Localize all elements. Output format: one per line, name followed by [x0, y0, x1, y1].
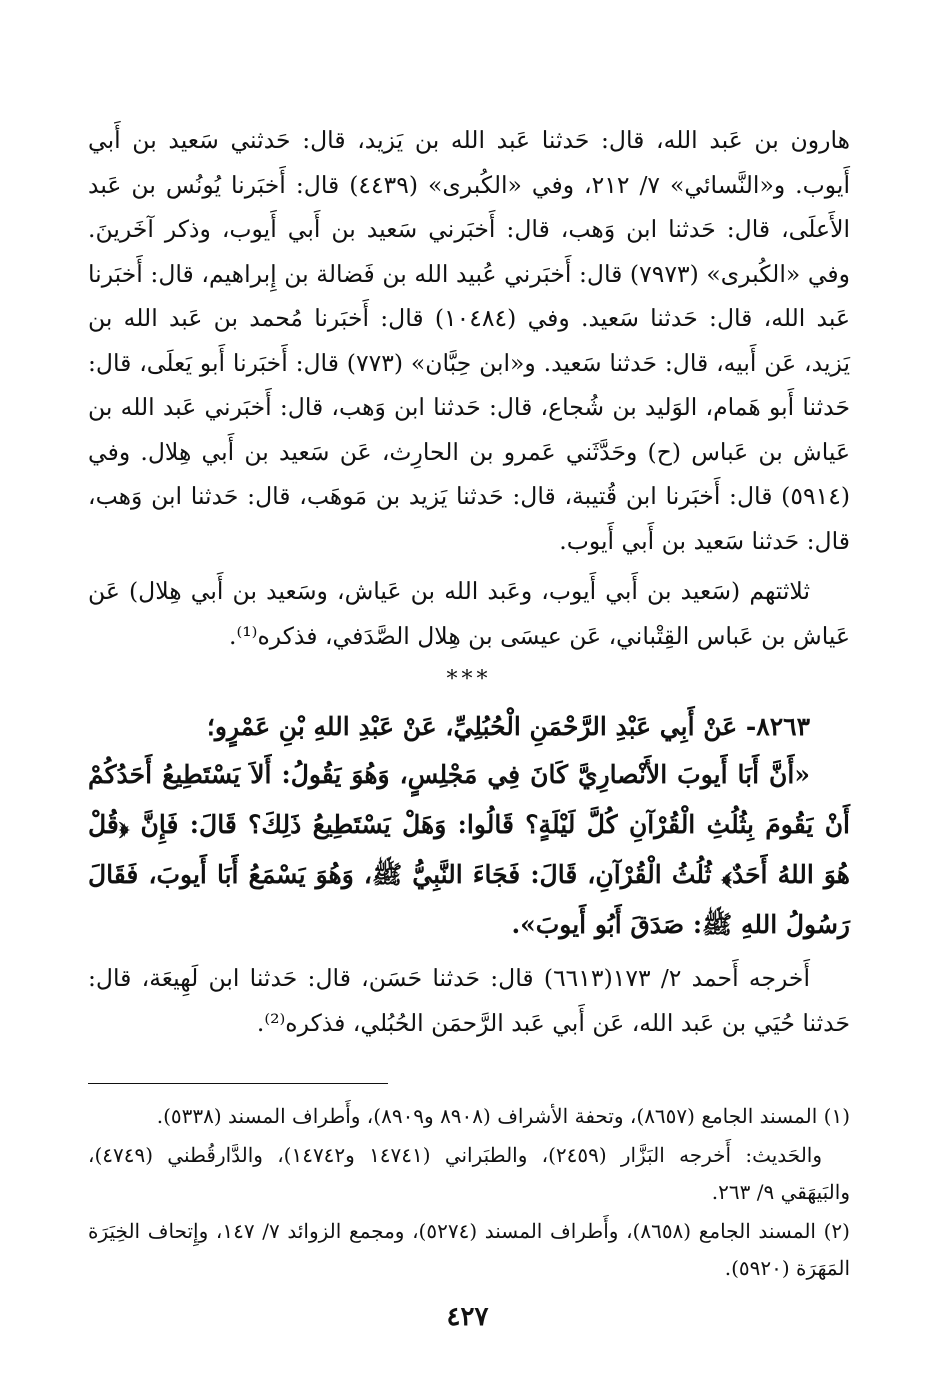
- takhrij-line: أَخرجه أَحمد ٢/ ١٧٣(٦٦١٣) قال: حَدثنا حَسَن، قال: حَدثنا ابن لَهِيعَة، قال:: [88, 964, 810, 992]
- takhrij-line: حَدثنا حُيَي بن عَبد الله، عَن أَبي عَبد الرَّحمَن الحُبُلي، فذكره⁽²⁾.: [256, 1008, 850, 1037]
- footnote-1-continuation: [88, 1137, 850, 1211]
- narration-line: (٧٩٧٣) قال: أَخبَرني عُبيد الله بن فَضالة بن إِبراهيم، قال: أَخبَرنا عَبد الله، قال: حَدثنا: [88, 259, 850, 332]
- page-number: ٤٢٧: [446, 1302, 489, 1332]
- narration-line: عَمرو بن الحارِث، عَن سَعيد بن أَبي هِلال. وفي (٥٩١٤) قال: أَخبَرنا ابن قُتيبة، قال:: [88, 437, 850, 510]
- summary-line: ثلاثتهم (سَعيد بن أَبي أَيوب، وعَبد الله بن عَياش، وسَعيد بن أَبي هِلال) عَن: [88, 577, 810, 605]
- hadith-line: يَقُومَ بِثُلُثِ الْقُرْآنِ كُلَّ لَيْلَةٍ؟ قَالُوا: وَهَلْ يَسْتَطِيعُ ذَلِكَ؟ قَالَ: فَإِنَّ ﴿قُلْ هُوَ اللهُ: [88, 810, 850, 889]
- footnote-rule-wrap: [88, 1083, 850, 1084]
- narration-line: حَدثنا يَزيد بن مَوهَب، قال: حَدثنا ابن وَهب، قال: حَدثنا سَعيد بن أَبي أَيوب.: [88, 482, 850, 555]
- hadith-line: أَحَدٌ﴾ ثُلُثُ الْقُرْآنِ، قَالَ: فَجَاءَ النَّبِيُّ ﷺ، وَهُوَ يَسْمَعُ أَبَا أَيوبَ، فَقَالَ رَسُولُ اللهِ ﷺ:: [88, 860, 850, 939]
- footnote-1: [88, 1098, 850, 1135]
- takhrij-paragraph: [88, 956, 850, 1045]
- section-separator: ***: [446, 667, 492, 692]
- footnote-line: والحَديث: أَخرجه البَزَّار (٢٤٥٩)، والطبَراني (١٤٧٤١ و١٤٧٤٢)، والدَّارقُطني (٤٧٤٩)،: [88, 1143, 822, 1167]
- narration-line: هارون بن عَبد الله، قال: حَدثنا عَبد الله بن يَزيد، قال: حَدثني سَعيد بن أَبي أَيوب.: [88, 126, 850, 199]
- footnote-line: المَهَرَة (٥٩٢٠).: [724, 1256, 850, 1280]
- narration-line: سَعيد. وفي (١٠٤٨٤) قال: أَخبَرنا مُحمد بن عَبد الله بن يَزيد، عَن أَبيه، قال: حَدثنا: [88, 304, 850, 377]
- footnote-2: [88, 1213, 850, 1287]
- page-body: [88, 118, 850, 1287]
- narration-line: شُجاع، قال: حَدثنا ابن وَهب، قال: أَخبَرني عَبد الله بن عَياش بن عَباس (ح) وحَدَّثَني: [88, 393, 851, 466]
- summary-line: عَياش بن عَباس القِتْباني، عَن عيسَى بن هِلال الصَّدَفي، فذكره⁽¹⁾.: [229, 621, 850, 650]
- hadith-heading: ٨٢٦٣- عَنْ أَبِي عَبْدِ الرَّحْمَنِ الْحُبُلِيِّ، عَنْ عَبْدِ اللهِ بْنِ عَمْرٍو؛: [206, 712, 810, 741]
- hadith-line: «أَنَّ أَبَا أَيوبَ الأَنْصارِيَّ كَانَ فِي مَجْلِسٍ، وَهُوَ يَقُولُ: أَلاَ يَسْتَطِيعُ أَحَدُكُمْ أَنْ: [88, 760, 850, 839]
- narration-line: حَدثنا ابن وَهب، قال: أَخبَرني سَعيد بن أَبي أَيوب، وذكر آخَرينَ. وفي «الكُبرى»: [88, 215, 851, 288]
- summary-paragraph: [88, 569, 850, 658]
- narration-line: سَعيد. و«ابن حِبَّان» (٧٧٣) قال: أَخبَرنا أَبو يَعلَى، قال: حَدثنا أَبو هَمام، الوَليد بن: [88, 348, 850, 421]
- hadith-text: [88, 750, 850, 950]
- footnote-divider: [88, 1083, 388, 1084]
- footnote-line: (١) المسند الجامع (٨٦٥٧)، وتحفة الأشراف (٨٩٠٨ و٨٩٠٩)، وأَطراف المسند (٥٣٣٨).: [156, 1104, 850, 1128]
- narration-paragraph: [88, 118, 850, 563]
- footnote-line: والبَيهَقي ٩/ ٢٦٣.: [711, 1180, 850, 1204]
- narration-line: و«النَّسائي» ٧/ ٢١٢، وفي «الكُبرى» (٤٤٣٩) قال: أَخبَرنا يُونُس بن عَبد الأَعلَى، قال:: [88, 170, 851, 243]
- footnote-line: (٢) المسند الجامع (٨٦٥٨)، وأَطراف المسند (٥٢٧٤)، ومجمع الزوائد ٧/ ١٤٧، وإِتحاف الخِيَرَة: [88, 1219, 850, 1243]
- hadith-line: صَدَقَ أَبُو أَيوبَ».: [511, 910, 685, 939]
